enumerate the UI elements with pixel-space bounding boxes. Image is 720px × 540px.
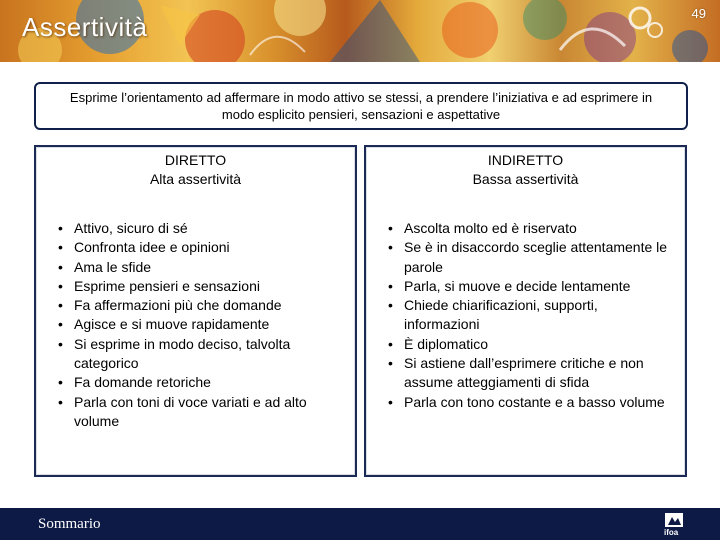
sommario-link[interactable]: Sommario bbox=[38, 516, 101, 532]
list-item: • Ascolta molto ed è riservato bbox=[386, 219, 675, 238]
list-item: • Fa affermazioni più che domande bbox=[56, 296, 345, 315]
column-direct-subtitle: Alta assertività bbox=[149, 171, 242, 187]
list-item: • Agisce e si muove rapidamente bbox=[56, 315, 345, 334]
list-item: • Parla con toni di voce variati e ad alto volume bbox=[56, 393, 345, 432]
column-direct-header bbox=[36, 151, 355, 189]
definition-text: Esprime l’orientamento ad affermare in modo attivo se stessi, a prendere l’iniziativa e ad esprimere in modo esplicito pensieri, sensazioni e aspettative bbox=[69, 90, 653, 122]
list-item: • Si astiene dall’esprimere critiche e non assume atteggiamenti di sfida bbox=[386, 354, 675, 393]
list-item: • Chiede chiarificazioni, supporti, informazioni bbox=[386, 296, 675, 335]
list-item: • Si esprime in modo deciso, talvolta categorico bbox=[56, 335, 345, 374]
column-indirect-title: INDIRETTO bbox=[487, 152, 564, 168]
list-item: • Fa domande retoriche bbox=[56, 373, 345, 392]
list-item: • Parla con tono costante e a basso volume bbox=[386, 393, 675, 412]
footer-bar bbox=[0, 508, 720, 540]
page-number: 49 bbox=[691, 6, 706, 21]
list-item: • Esprime pensieri e sensazioni bbox=[56, 277, 345, 296]
column-indirect-header bbox=[366, 151, 685, 189]
list-item: • Confronta idee e opinioni bbox=[56, 238, 345, 257]
slide-title: Assertività bbox=[22, 12, 148, 42]
list-item: • Attivo, sicuro di sé bbox=[56, 219, 345, 238]
column-indirect bbox=[364, 145, 687, 477]
logo-text: ifoa bbox=[664, 528, 679, 537]
list-item: • Ama le sfide bbox=[56, 258, 345, 277]
column-indirect-subtitle: Bassa assertività bbox=[472, 171, 579, 187]
list-item: • Parla, si muove e decide lentamente bbox=[386, 277, 675, 296]
column-indirect-list bbox=[366, 219, 685, 412]
definition-box bbox=[34, 82, 688, 130]
column-direct-list bbox=[36, 219, 355, 431]
column-direct-title: DIRETTO bbox=[164, 152, 227, 168]
header-banner bbox=[0, 0, 720, 62]
list-item: • Se è in disaccordo sceglie attentamente le parole bbox=[386, 238, 675, 277]
column-direct bbox=[34, 145, 357, 477]
list-item: • È diplomatico bbox=[386, 335, 675, 354]
